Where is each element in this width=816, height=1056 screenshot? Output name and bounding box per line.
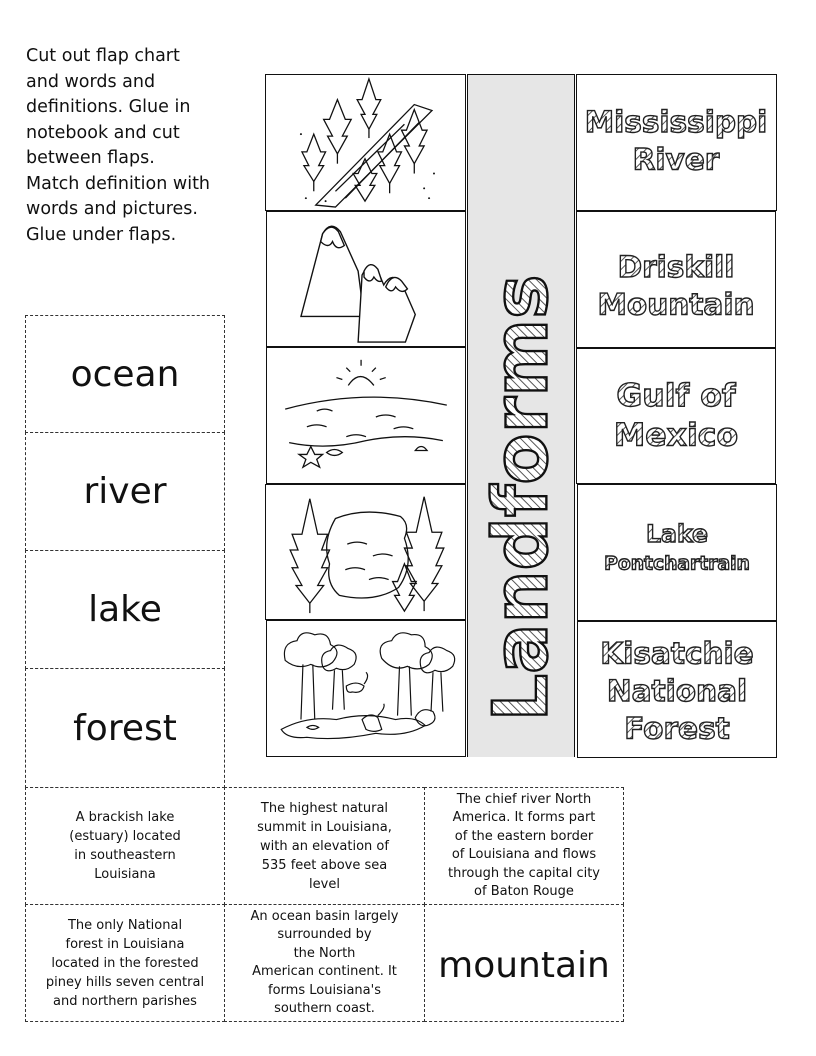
instruction-line: Match definition with xyxy=(26,173,211,194)
instruction-line: between flaps. xyxy=(26,148,155,168)
instructions xyxy=(26,44,256,248)
forest-picture xyxy=(266,620,466,757)
word-card-mountain[interactable] xyxy=(424,904,624,1022)
place-line: Gulf of xyxy=(616,378,736,415)
flap-gulf-of-mexico[interactable] xyxy=(576,348,776,484)
word-label: ocean xyxy=(70,353,180,395)
river-scene-icon xyxy=(266,75,465,210)
place-line: Lake xyxy=(645,520,709,549)
definition-card-forest[interactable] xyxy=(25,904,225,1022)
definition-text: The highest natural summit in Louisiana, with an elevation of 535 feet above sea level xyxy=(257,800,392,892)
gulf-picture xyxy=(266,347,466,484)
instruction-line: notebook and cut xyxy=(26,122,180,143)
place-line: Mexico xyxy=(613,417,739,454)
word-card-lake[interactable] xyxy=(25,550,225,669)
instruction-line: words and pictures. xyxy=(26,199,198,219)
mountains-icon xyxy=(267,212,465,346)
word-card-river[interactable] xyxy=(25,432,225,551)
flap-kisatchie-national-forest[interactable] xyxy=(577,621,777,758)
word-label: river xyxy=(83,471,167,512)
word-card-forest[interactable] xyxy=(25,668,225,788)
instruction-line: definitions. Glue in xyxy=(26,97,191,117)
mountain-picture xyxy=(266,211,466,347)
place-line: Driskill xyxy=(617,250,735,285)
instruction-line: and words and xyxy=(26,71,156,92)
word-label: mountain xyxy=(438,945,610,986)
instruction-line: Glue under flaps. xyxy=(26,224,177,245)
definition-text: The only National forest in Louisiana located in the forested piney hills seven central and northern parishes xyxy=(45,917,205,1009)
word-label: lake xyxy=(88,589,162,630)
river-picture xyxy=(265,74,466,211)
place-line: National xyxy=(606,673,748,708)
definition-text: An ocean basin largely surrounded by the North American continent. It forms Louisiana's southern coast. xyxy=(250,908,399,1016)
place-line: River xyxy=(632,142,720,177)
landforms-title-graphic xyxy=(468,75,574,757)
instruction-line: Cut out flap chart xyxy=(26,46,180,66)
definition-card-ocean[interactable] xyxy=(224,904,425,1022)
landforms-spine xyxy=(467,74,575,757)
definition-card-mountain[interactable] xyxy=(224,787,425,905)
word-label: forest xyxy=(73,707,177,749)
definition-text: The chief river North America. It forms part of the eastern border of Louisiana and flows through the capital city of Baton Rouge xyxy=(447,791,600,899)
flap-driskill-mountain[interactable] xyxy=(576,211,776,348)
definition-card-lake[interactable] xyxy=(25,787,225,905)
chart-title: Landforms xyxy=(477,274,565,722)
definition-text: A brackish lake (estuary) located in southeastern Louisiana xyxy=(69,810,181,882)
lake-with-pines-icon xyxy=(266,485,465,619)
forest-with-skunks-icon xyxy=(267,621,465,756)
gulf-coast-icon xyxy=(267,348,465,483)
place-line: Kisatchie xyxy=(600,636,754,671)
place-line: Mountain xyxy=(597,287,755,322)
word-card-ocean[interactable] xyxy=(25,315,225,433)
definition-card-river[interactable] xyxy=(424,787,624,905)
flap-mississippi-river[interactable] xyxy=(576,74,777,211)
flap-lake-pontchartrain[interactable] xyxy=(577,484,777,621)
place-line: Mississippi xyxy=(584,105,768,140)
place-line: Pontchartrain xyxy=(604,553,750,575)
lake-picture xyxy=(265,484,466,620)
place-line: Forest xyxy=(624,711,730,746)
